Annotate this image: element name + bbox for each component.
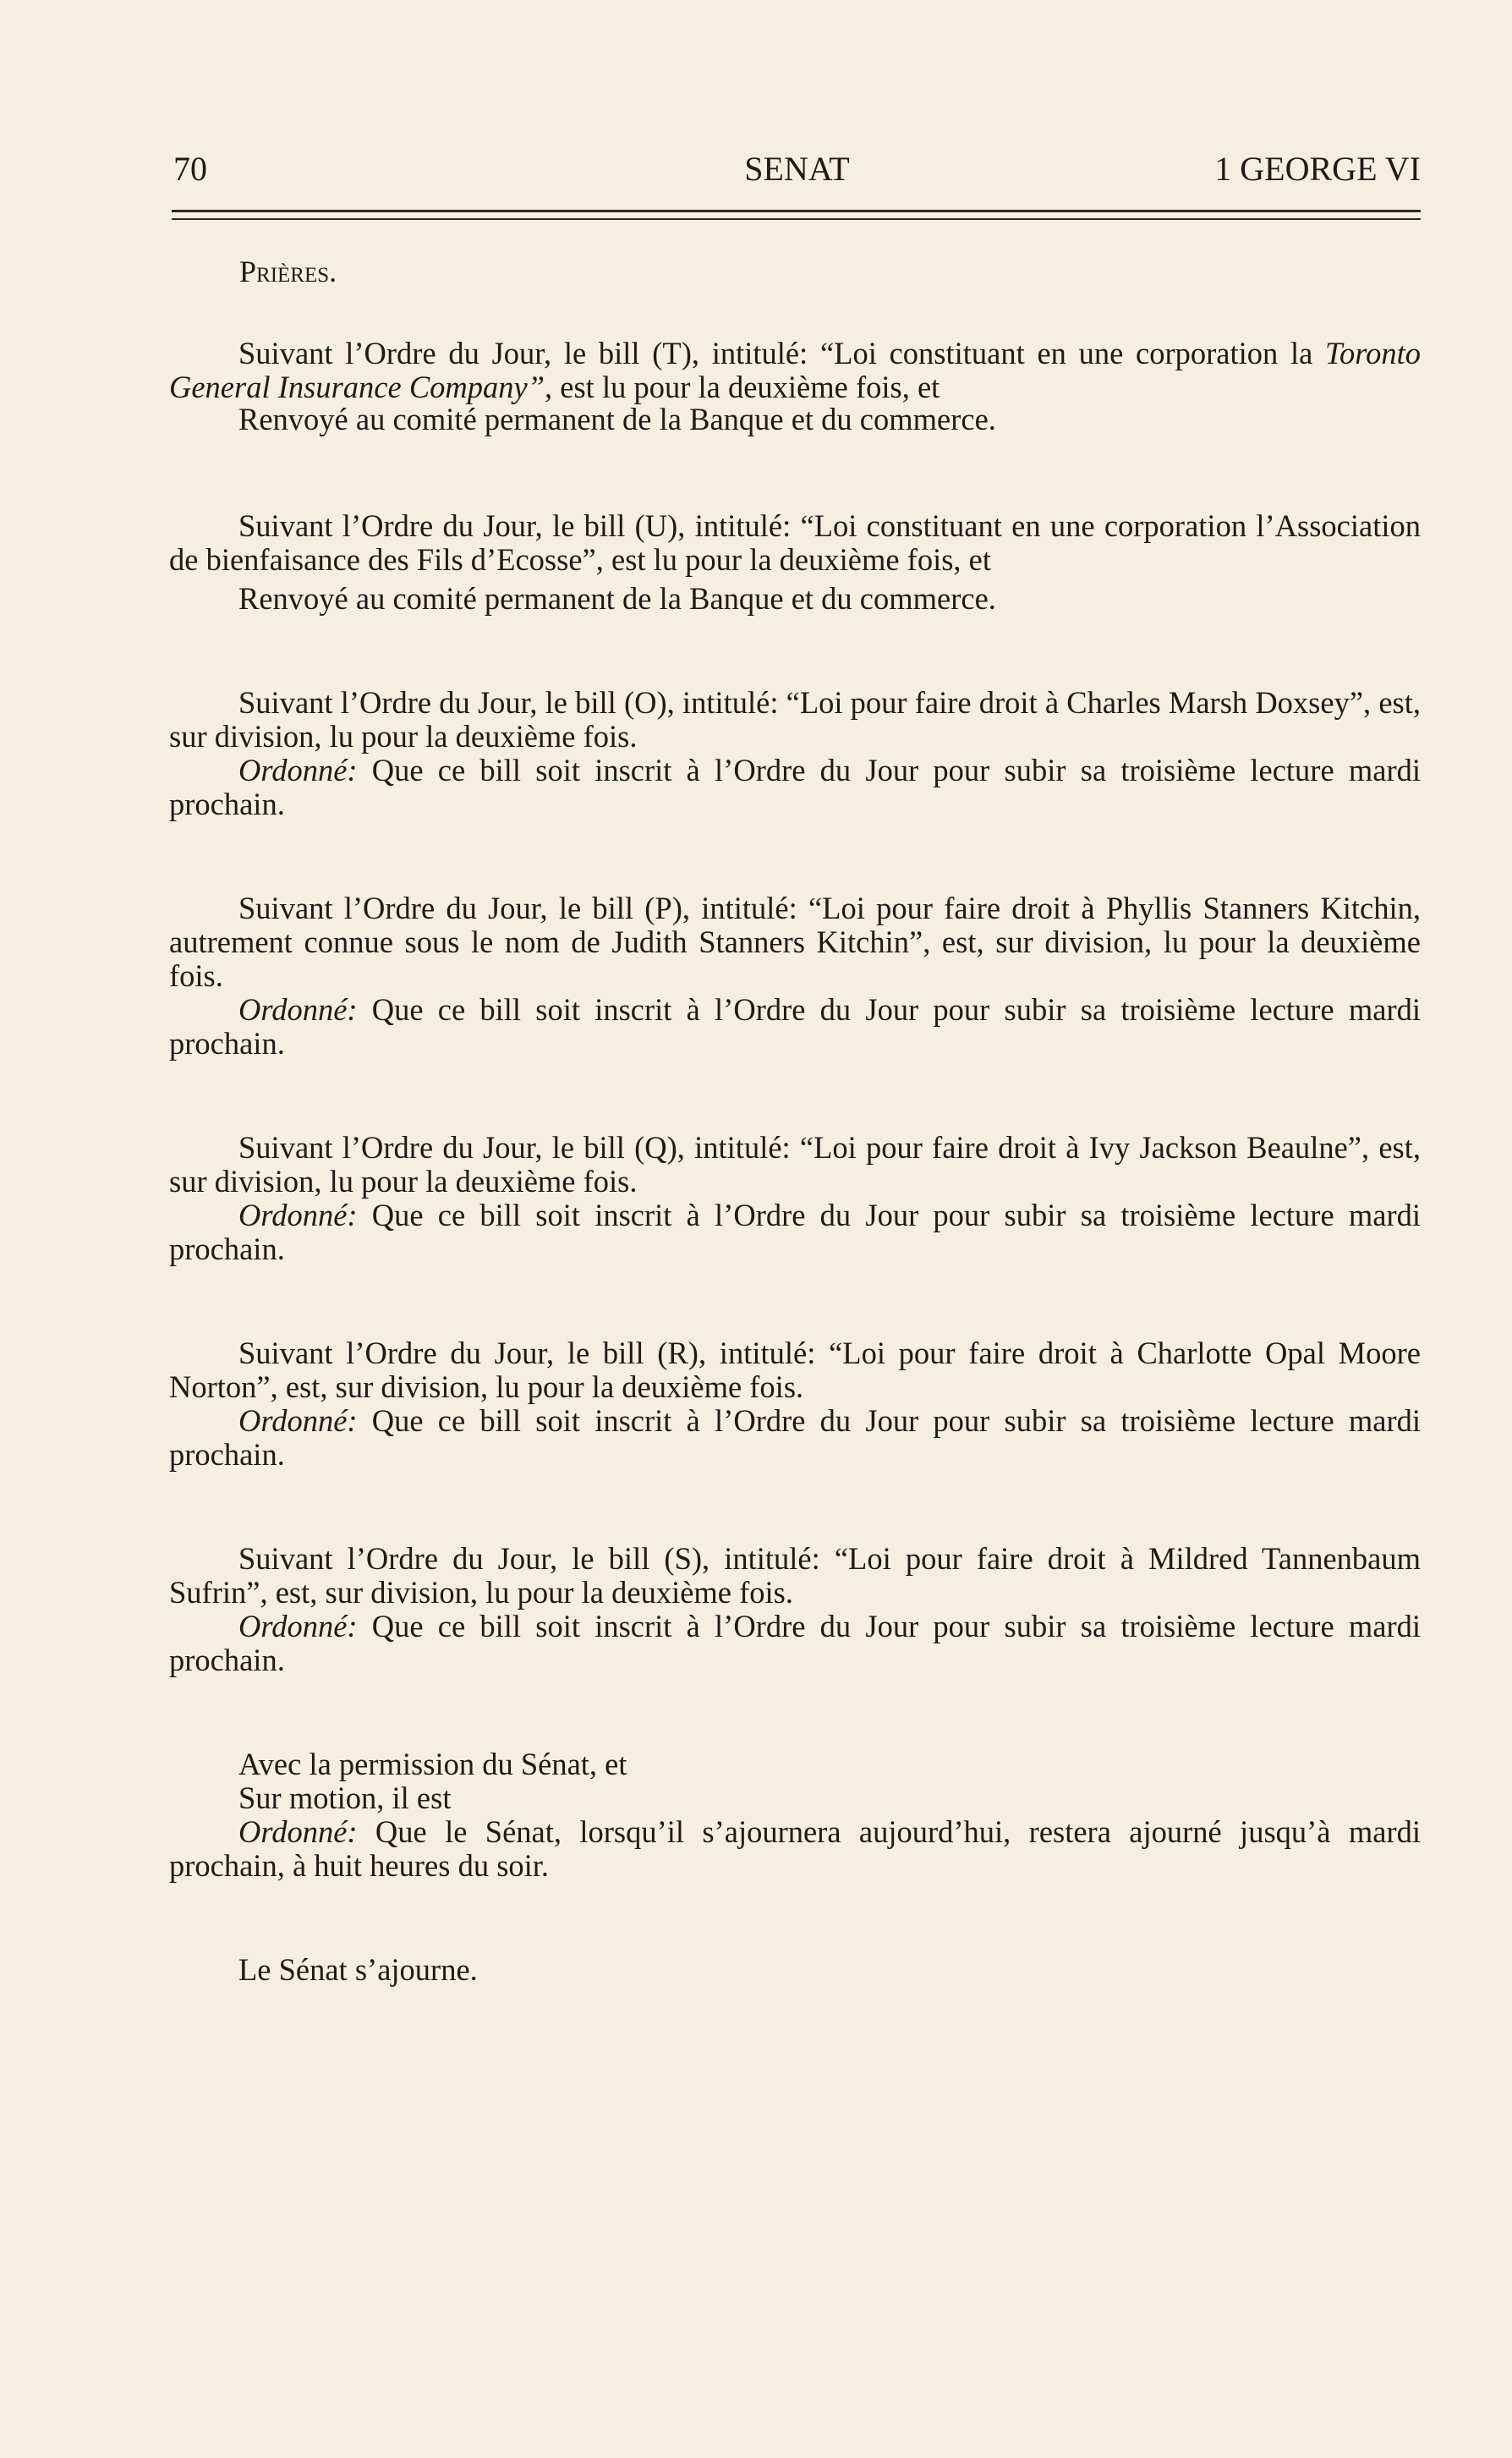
entry-text: Suivant l’Ordre du Jour, le bill (T), intitulé: “Loi constituant en une corporation la xyxy=(238,336,1326,370)
closing-motion: Sur motion, il est xyxy=(238,1780,452,1815)
entry-bill-s: Suivant l’Ordre du Jour, le bill (S), intitulé: “Loi pour faire droit à Mildred Tannenbaum Sufrin”, est, sur division, lu pour la deuxième fois. xyxy=(169,1541,1421,1610)
entry-referral: Renvoyé au comité permanent de la Banque et du commerce. xyxy=(238,402,996,436)
order-text: Que ce bill soit inscrit à l’Ordre du Jour pour subir sa troisième lecture mardi prochain. xyxy=(169,992,1421,1061)
entry-order xyxy=(169,754,1421,821)
page-header xyxy=(173,149,1421,191)
header-regnal-year: 1 GEORGE VI xyxy=(1214,150,1421,188)
entry-italic-title: Toronto General Insurance Company”, xyxy=(169,336,1421,404)
order-label: Ordonné: xyxy=(238,1403,358,1438)
entry-order xyxy=(169,1404,1421,1472)
closing-order xyxy=(169,1815,1421,1883)
order-label: Ordonné: xyxy=(238,992,358,1027)
entry-order xyxy=(169,993,1421,1061)
order-text: Que ce bill soit inscrit à l’Ordre du Jour pour subir sa troisième lecture mardi prochain. xyxy=(169,1198,1421,1266)
entry-referral: Renvoyé au comité permanent de la Banque et du commerce. xyxy=(238,581,996,616)
journal-body xyxy=(169,337,1421,1987)
page-number: 70 xyxy=(173,150,207,188)
header-rule-thick xyxy=(172,210,1421,212)
order-label: Ordonné: xyxy=(238,1609,358,1643)
entry-bill-r: Suivant l’Ordre du Jour, le bill (R), intitulé: “Loi pour faire droit à Charlotte Opal Moore Norton”, est, sur division, lu pour la deuxième fois. xyxy=(169,1336,1421,1404)
entry-order xyxy=(169,1610,1421,1677)
order-label: Ordonné: xyxy=(238,1814,358,1849)
order-label: Ordonné: xyxy=(238,1198,358,1232)
order-text: Que ce bill soit inscrit à l’Ordre du Jour pour subir sa troisième lecture mardi prochain. xyxy=(169,753,1421,821)
entry-text-end: est lu pour la deuxième fois, et xyxy=(552,370,940,404)
entry-bill-p: Suivant l’Ordre du Jour, le bill (P), intitulé: “Loi pour faire droit à Phyllis Stanners Kitchin, autrement connue sous le nom de Judith Stanners Kitchin”, est, sur division, lu pour la deuxième fois. xyxy=(169,891,1421,993)
order-text: Que ce bill soit inscrit à l’Ordre du Jour pour subir sa troisième lecture mardi prochain. xyxy=(169,1609,1421,1677)
header-title: SENAT xyxy=(744,150,850,188)
entry-bill-q: Suivant l’Ordre du Jour, le bill (Q), intitulé: “Loi pour faire droit à Ivy Jackson Beaulne”, est, sur division, lu pour la deuxième fois. xyxy=(169,1130,1421,1199)
order-label: Ordonné: xyxy=(238,753,358,787)
entry-order xyxy=(169,1199,1421,1266)
adjournment: Le Sénat s’ajourne. xyxy=(238,1952,478,1987)
order-text: Que le Sénat, lorsqu’il s’ajournera aujourd’hui, restera ajourné jusqu’à mardi prochain, à huit heures du soir. xyxy=(169,1814,1421,1883)
order-text: Que ce bill soit inscrit à l’Ordre du Jour pour subir sa troisième lecture mardi prochain. xyxy=(169,1403,1421,1472)
closing-permission: Avec la permission du Sénat, et xyxy=(238,1747,627,1781)
entry-bill-u: Suivant l’Ordre du Jour, le bill (U), intitulé: “Loi constituant en une corporation l’Association de bienfaisance des Fils d’Ecosse”, est lu pour la deuxième fois, et xyxy=(169,508,1421,577)
entry-bill-t xyxy=(169,337,1421,404)
header-rule-thin xyxy=(172,218,1421,220)
entry-bill-o: Suivant l’Ordre du Jour, le bill (O), intitulé: “Loi pour faire droit à Charles Marsh Doxsey”, est, sur division, lu pour la deuxième fois. xyxy=(169,685,1421,754)
section-title: Prières. xyxy=(239,255,337,288)
